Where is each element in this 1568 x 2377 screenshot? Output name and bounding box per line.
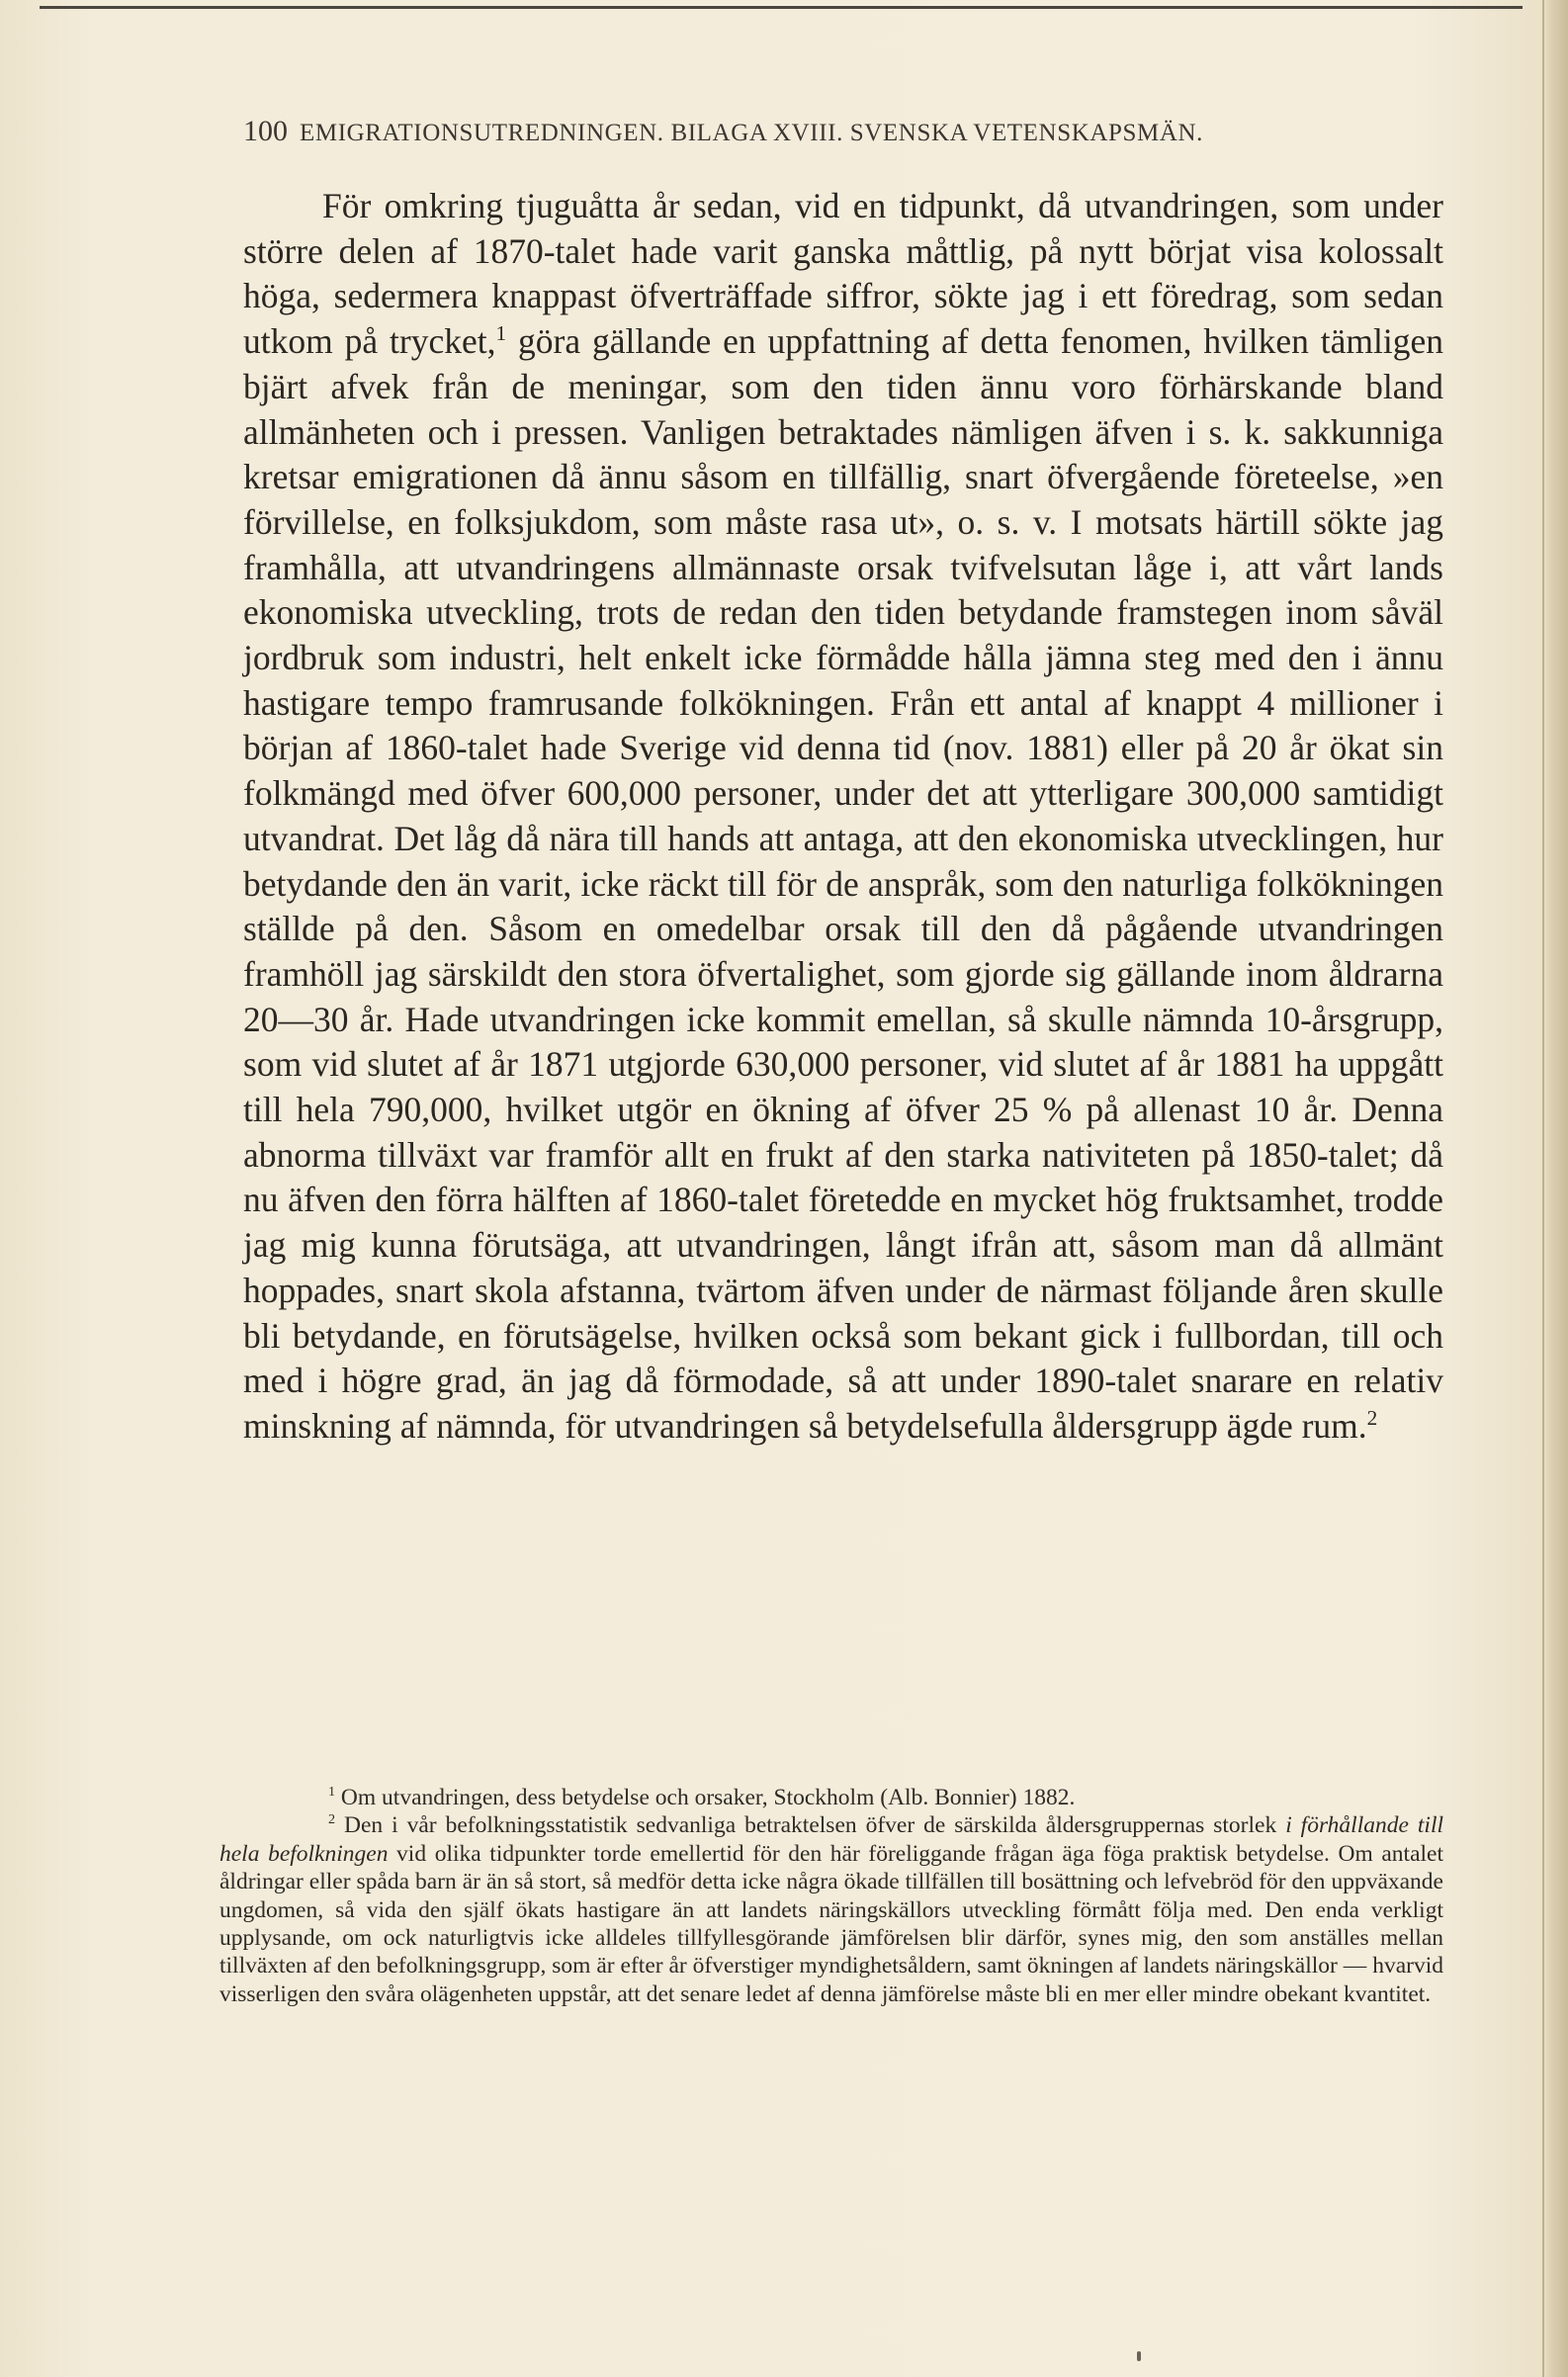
footnote-text: Den i vår befolkningsstatistik sedvanliga betraktelsen öfver de särskilda åldersgruppernas storlek: [335, 1812, 1286, 1839]
footnote-marker: 2: [328, 1811, 336, 1828]
footnote-text: vid olika tidpunkter torde emellertid för den här föreliggande frågan äga föga praktisk betydelse. Om antalet åldringar eller spåda barn är än så stort, så medför detta icke några ökade tillfällen till bosättning och lefvebröd för den uppväxande ungdomen, så vida den själf ökats hastigare än att landets näringskällors utveckling förmått följa med. Den enda verkligt upplysande, om ock naturligtvis icke alldeles tillfyllesgörande jämförelsen blir därför, synes mig, den som anställes mellan tillväxten af den befolkningsgrupp, som är efter år öfverstiger myndighetsåldern, samt ökningen af landets näringskällor — hvarvid visserligen den svåra olägenheten uppstår, att det senare ledet af denna jämförelse måste bli en mer eller mindre obekant kvantitet.: [219, 1840, 1443, 2007]
footnote-italic-phrase: i förhållande till hela befolkningen: [219, 1812, 1443, 1867]
paragraph-text: För omkring tjuguåtta år sedan, vid en tidpunkt, då utvandringen, som under större delen af 1870-talet hade varit ganska måttlig, på nytt börjat visa kolossalt höga, sedermera knappast öfverträffade siffror, sökte jag i ett föredrag, som sedan utkom på trycket,: [243, 186, 1443, 362]
footnote-reference-2[interactable]: 2: [1366, 1406, 1378, 1431]
footnote-1: [219, 1784, 1443, 1811]
book-spine-edge: [1542, 0, 1568, 2377]
print-speck: [1137, 2351, 1141, 2361]
paragraph-text: göra gällande en uppfattning af detta fenomen, hvilken tämligen bjärt afvek från de meningar, som den tiden ännu voro förhärskande bland allmänheten och i pressen. Vanligen betraktades nämligen äfven i s. k. sakkunniga kretsar emigrationen då ännu såsom en tillfällig, snart öfvergående företeelse, »en förvillelse, en folksjukdom, som måste rasa ut», o. s. v. I motsats härtill sökte jag framhålla, att utvandringens allmännaste orsak tvifvelsutan låge i, att vårt lands ekonomiska utveckling, trots de redan den tiden betydande framstegen inom såväl jordbruk som industri, helt enkelt icke förmådde hålla jämna steg med den i ännu hastigare tempo framrusande folkökningen. Från ett antal af knappt 4 millioner i början af 1860-talet hade Sverige vid denna tid (nov. 1881) eller på 20 år ökat sin folkmängd med öfver 600,000 personer, under det att ytterligare 300,000 samtidigt utvandrat. Det låg då nära till hands att antaga, att den ekonomiska utvecklingen, hur betydande den än varit, icke räckt till för de anspråk, som den naturliga folkökningen ställde på den. Såsom en omedelbar orsak till den då pågående utvandringen framhöll jag särskildt den stora öfvertalighet, som gjorde sig gällande inom åldrarna 20—30 år. Hade utvandringen icke kommit emellan, så skulle nämnda 10-årsgrupp, som vid slutet af år 1871 utgjorde 630,000 personer, vid slutet af år 1881 ha uppgått till hela 790,000, hvilket utgör en ökning af öfver 25 % på allenast 10 år. Denna abnorma tillväxt var framför allt en frukt af den starka nativiteten på 1850-talet; då nu äfven den förra hälften af 1860-talet företedde en mycket hög fruktsamhet, trodde jag mig kunna förutsäga, att utvandringen, långt ifrån att, såsom man då allmänt hoppades, snart skola afstanna, tvärtom äfven under de närmast följande åren skulle bli betydande, en förutsägelse, hvilken också som bekant gick i fullbordan, till och med i högre grad, än jag då förmodade, så att under 1890-talet snarare en relativ minskning af nämnda, för utvandringen så betydelsefulla åldersgrupp ägde rum.: [243, 321, 1444, 1446]
running-head-title: EMIGRATIONSUTREDNINGEN. BILAGA XVIII. SVENSKA VETENSKAPSMÄN.: [300, 120, 1204, 146]
body-text: [243, 184, 1443, 1450]
paragraph: [243, 184, 1443, 1450]
footnote-marker: 1: [328, 1784, 336, 1801]
footnote-2: [219, 1811, 1443, 2008]
running-head: [243, 115, 1439, 148]
top-edge-rule: [40, 6, 1523, 9]
footnote-text: Om utvandringen, dess betydelse och orsaker, Stockholm (Alb. Bonnier) 1882.: [335, 1785, 1076, 1810]
footnote-reference-1[interactable]: 1: [495, 321, 507, 346]
footnotes: [219, 1784, 1443, 2008]
page-number: 100: [243, 115, 288, 147]
